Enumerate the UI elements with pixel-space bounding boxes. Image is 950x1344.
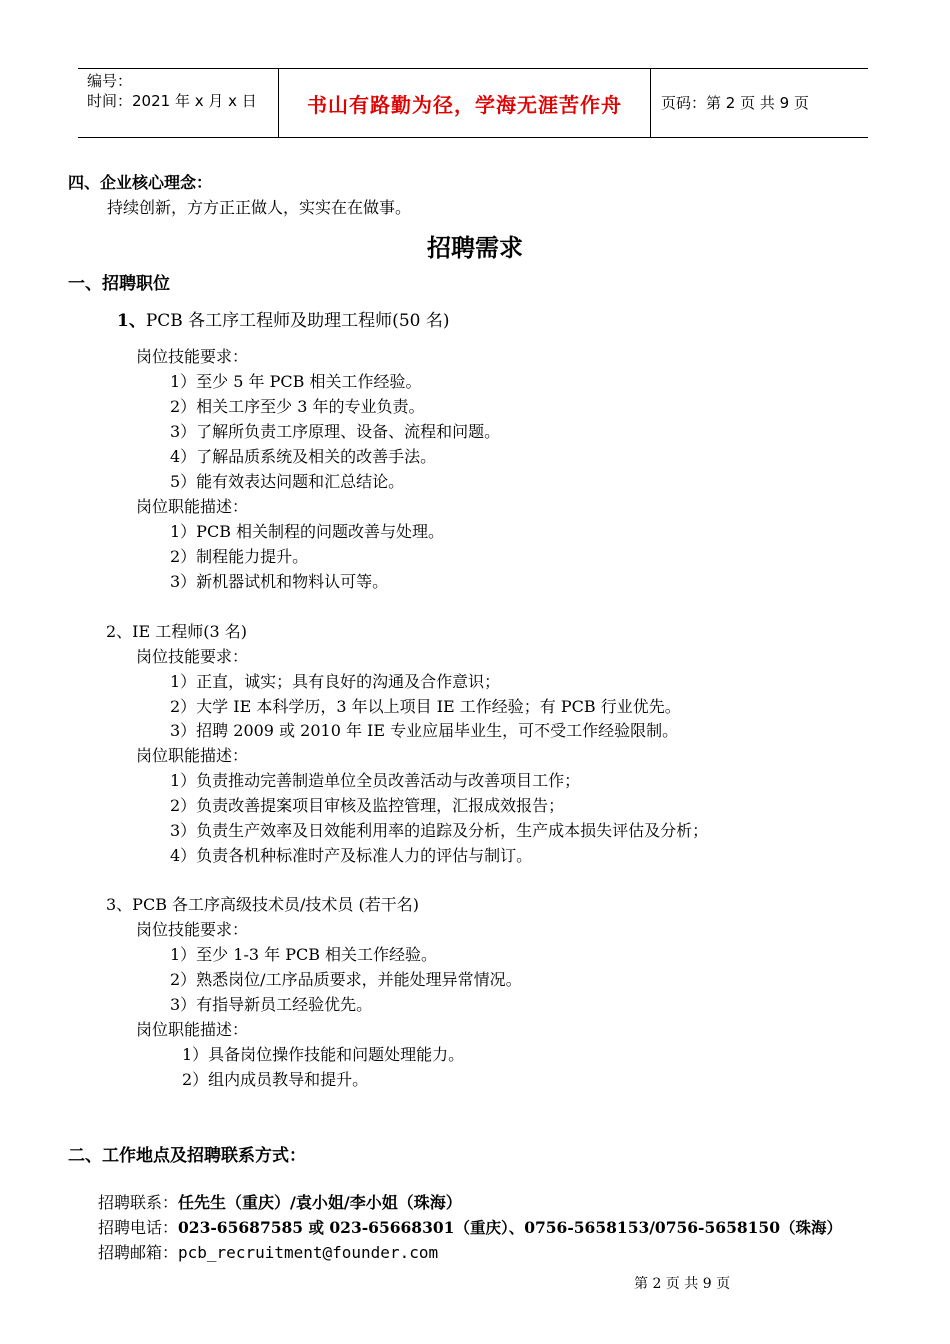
job2-duty-3: 3）负责生产效率及日效能利用率的追踪及分析，生产成本损失评估及分析；: [170, 821, 709, 840]
page-header: [78, 68, 868, 138]
document-title: 招聘需求: [427, 233, 523, 262]
header-page-label: 页码：第 2 页 共 9 页: [661, 94, 809, 112]
phone-line: [98, 1215, 842, 1238]
job1-duty-3: 3）新机器试机和物料认可等。: [170, 572, 389, 591]
job3-skill-1: 1）至少 1-3 年 PCB 相关工作经验。: [170, 945, 438, 964]
job2-duty-1: 1）负责推动完善制造单位全员改善活动与改善项目工作；: [170, 771, 581, 790]
header-meta-cell: [78, 69, 279, 137]
section1-heading: 一、招聘职位: [68, 274, 170, 294]
job3-skill-2: 2）熟悉岗位/工序品质要求，并能处理异常情况。: [170, 970, 522, 989]
job1-skill-2: 2）相关工序至少 3 年的专业负责。: [170, 397, 425, 416]
job1-skill-1: 1）至少 5 年 PCB 相关工作经验。: [170, 372, 422, 391]
job2-skills-label: 岗位技能要求：: [136, 647, 249, 666]
email-label: 招聘邮箱：: [98, 1243, 179, 1262]
job2-duties-label: 岗位职能描述：: [136, 746, 249, 765]
header-page-cell: [651, 69, 868, 137]
job3-skills-label: 岗位技能要求：: [136, 920, 249, 939]
job3-duty-1: 1）具备岗位操作技能和问题处理能力。: [182, 1045, 465, 1064]
section4-text: 持续创新，方方正正做人，实实在在做事。: [107, 198, 412, 217]
contact-line: [98, 1190, 462, 1213]
contact-value: 任先生（重庆）/袁小姐/李小姐（珠海）: [178, 1193, 462, 1212]
job3-title: 3、PCB 各工序高级技术员/技术员 (若干名): [106, 895, 419, 914]
job2-duty-2: 2）负责改善提案项目审核及监控管理，汇报成效报告；: [170, 796, 565, 815]
section2-heading: 二、工作地点及招聘联系方式：: [68, 1146, 306, 1166]
job1-title-number: 1、: [117, 311, 146, 331]
phone-label: 招聘电话：: [98, 1218, 179, 1237]
job1-duty-2: 2）制程能力提升。: [170, 547, 309, 566]
header-motto: 书山有路勤为径，学海无涯苦作舟: [307, 92, 622, 117]
header-motto-cell: [279, 69, 651, 137]
job3-duties-label: 岗位职能描述：: [136, 1020, 249, 1039]
email-value: pcb_recruitment@founder.com: [178, 1243, 439, 1262]
contact-label: 招聘联系：: [98, 1193, 179, 1212]
header-number-label: 编号：: [87, 72, 133, 90]
section4-heading: 四、企业核心理念：: [68, 173, 213, 192]
header-time-label: 时间：2021 年 x 月 x 日: [87, 92, 257, 110]
job3-duty-2: 2）组内成员教导和提升。: [182, 1070, 369, 1089]
job1-skill-3: 3）了解所负责工序原理、设备、流程和问题。: [170, 422, 501, 441]
job1-duties-label: 岗位职能描述：: [136, 497, 249, 516]
job2-title: 2、IE 工程师(3 名): [106, 622, 248, 641]
phone-value: 023-65687585 或 023-65668301（重庆）、0756-5658153/0756-5658150（珠海）: [178, 1218, 842, 1237]
job1-skills-label: 岗位技能要求：: [136, 347, 249, 366]
job3-skill-3: 3）有指导新员工经验优先。: [170, 995, 373, 1014]
page-footer: 第 2 页 共 9 页: [634, 1276, 731, 1292]
email-line: [98, 1240, 438, 1263]
job2-skill-3: 3）招聘 2009 或 2010 年 IE 专业应届毕业生，可不受工作经验限制。: [170, 721, 679, 740]
job1-duty-1: 1）PCB 相关制程的问题改善与处理。: [170, 522, 445, 541]
job1-skill-5: 5）能有效表达问题和汇总结论。: [170, 472, 405, 491]
job2-skill-2: 2）大学 IE 本科学历，3 年以上项目 IE 工作经验；有 PCB 行业优先。: [170, 697, 681, 716]
job2-skill-1: 1）正直，诚实；具有良好的沟通及合作意识；: [170, 672, 501, 691]
job1-title-text: PCB 各工序工程师及助理工程师(50 名): [145, 311, 450, 331]
job1-skill-4: 4）了解品质系统及相关的改善手法。: [170, 447, 437, 466]
job1-title: [117, 306, 450, 331]
job2-duty-4: 4）负责各机种标准时产及标准人力的评估与制订。: [170, 846, 533, 865]
